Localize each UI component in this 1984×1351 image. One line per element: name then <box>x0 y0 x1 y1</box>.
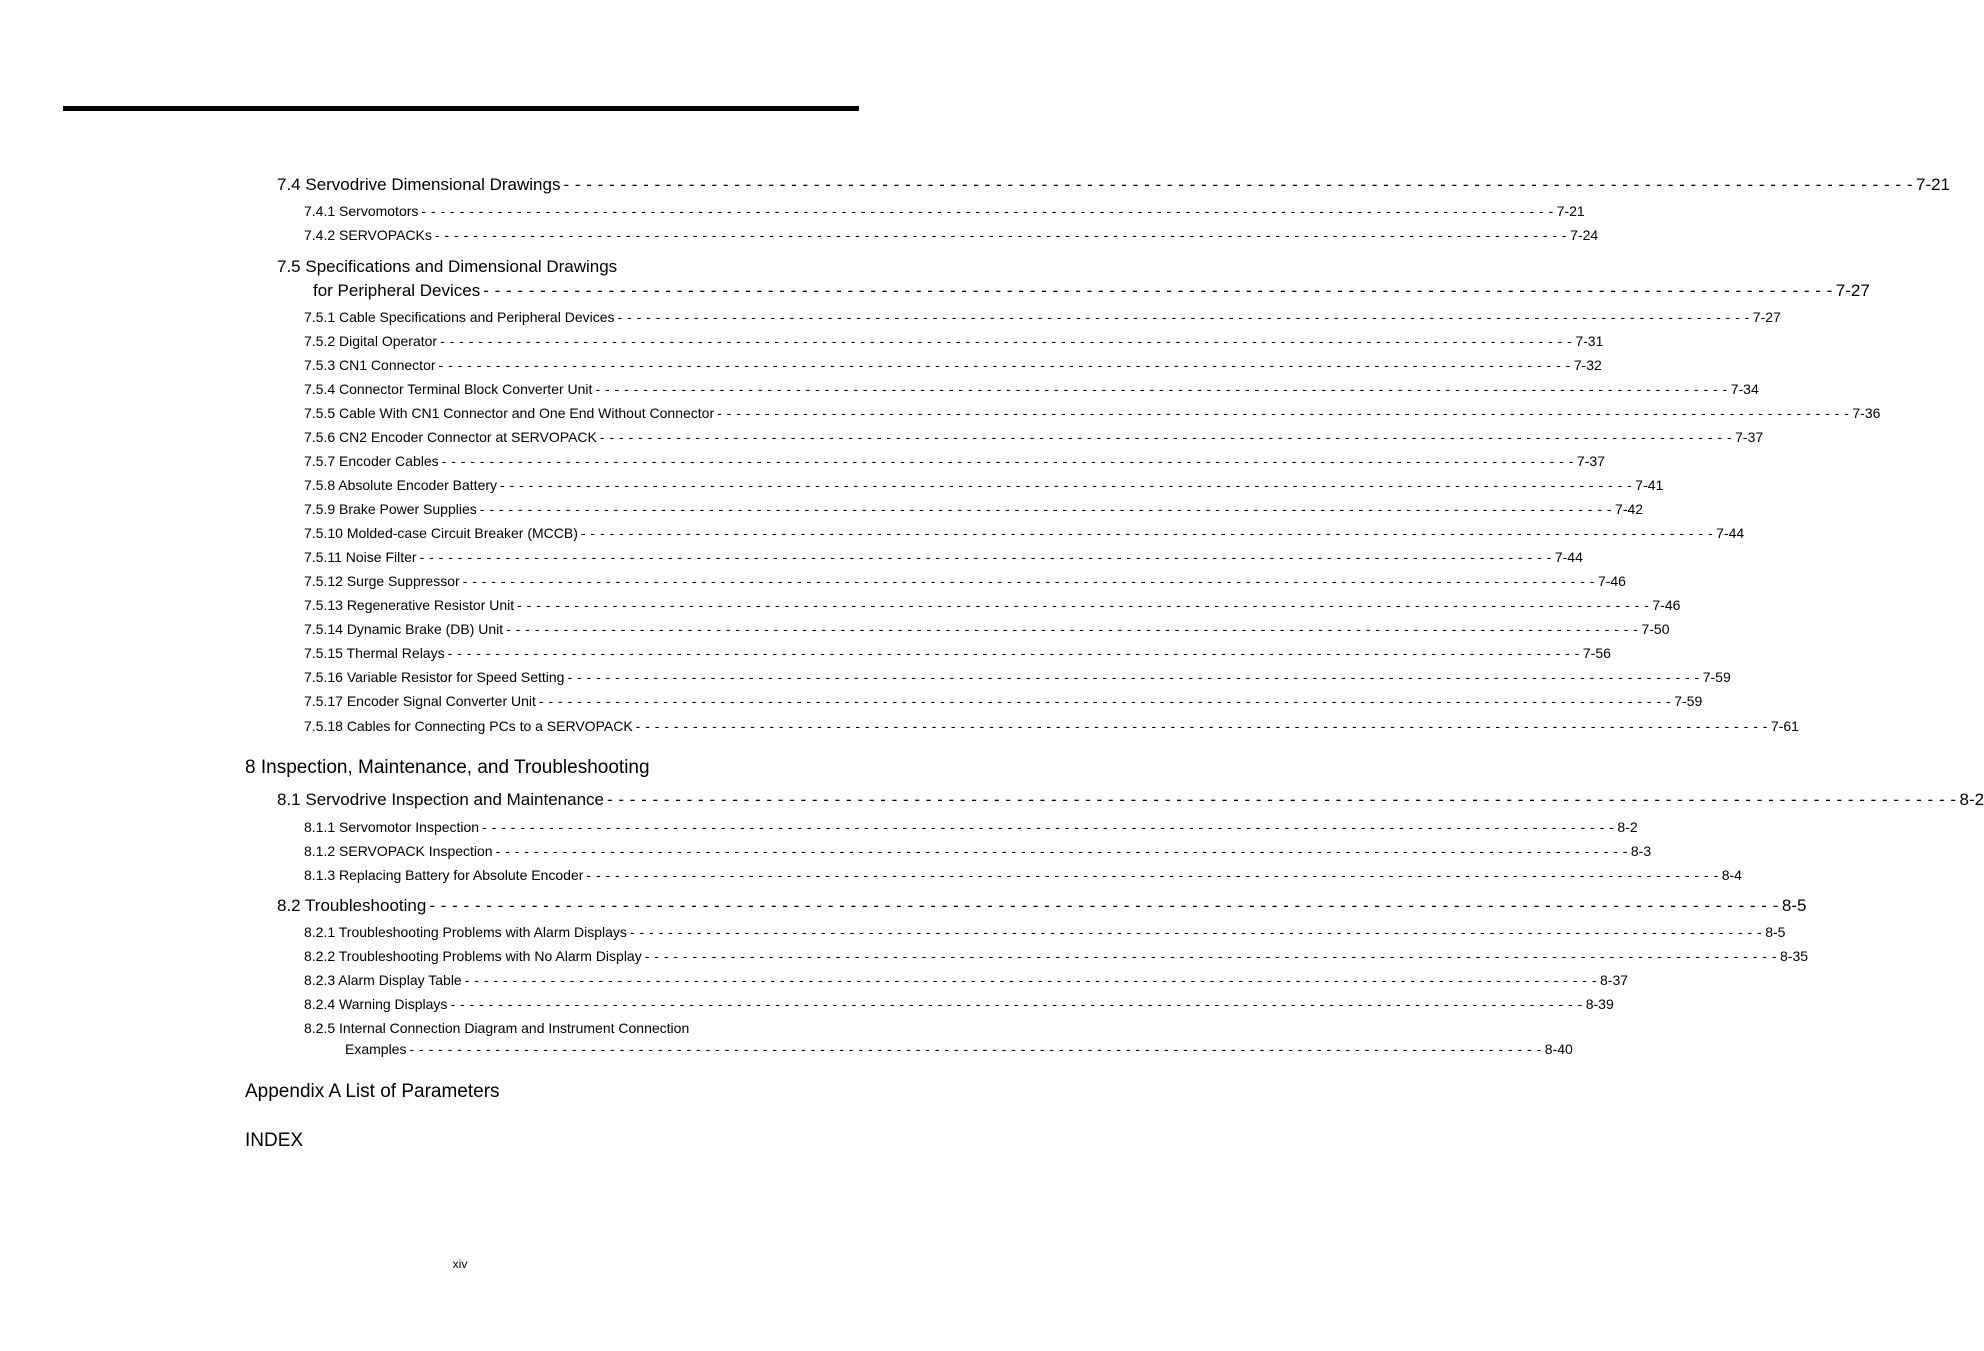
toc-page: 7-44 <box>1716 525 1745 541</box>
toc-label: 8.1.3 Replacing Battery for Absolute Encoder <box>304 867 584 883</box>
toc-label: 7.5.3 CN1 Connector <box>304 357 436 373</box>
toc-page: 7-21 <box>1915 175 1951 194</box>
toc-leader: - - - - - - - - - - - - - - - - - - - - - - - - - - - - - - - - - - - - - - - - - - - - - - - - - - - - - - - - - - - - - - - - - - - - - - - - - - - - - - - - - - - - - - - - - - - - - - - - - - - - - - - - - - - - - - - - - - - - - - - <box>495 843 1628 859</box>
toc-label: 7.4 Servodrive Dimensional Drawings <box>277 175 561 194</box>
toc-entry-7-5-title[interactable]: 7.5 Specifications and Dimensional Drawings <box>277 257 618 276</box>
toc-entry-7-5-3[interactable] <box>304 357 1602 373</box>
toc-page: 7-46 <box>1652 597 1681 613</box>
toc-label: 7.5.7 Encoder Cables <box>304 453 439 469</box>
toc-entry-7-5-14[interactable] <box>304 621 1670 637</box>
toc-page: 7-44 <box>1554 549 1583 565</box>
toc-leader: - - - - - - - - - - - - - - - - - - - - - - - - - - - - - - - - - - - - - - - - - - - - - - - - - - - - - - - - - - - - - - - - - - - - - - - - - - - - - - - - - - - - - - - - - - - - - - - - - - - - - - - - - - - - - - - - - - - - - - - <box>580 525 1714 541</box>
toc-entry-7-4-1[interactable] <box>304 203 1585 219</box>
toc-entry-8-2-2[interactable] <box>304 948 1809 964</box>
toc-label: 7.4.2 SERVOPACKs <box>304 227 432 243</box>
toc-label: Examples <box>345 1041 407 1057</box>
toc-entry-7-5-2[interactable] <box>304 333 1604 349</box>
toc-leader: - - - - - - - - - - - - - - - - - - - - - - - - - - - - - - - - - - - - - - - - - - - - - - - - - - - - - - - - - - - - - - - - - - - - - - - - - - - - - - - - - - - - - - - - - - - - - - - - - - - - - - - - - - - - - - - - - - - - - - - <box>482 819 1615 835</box>
toc-entry-7-5-6[interactable] <box>304 429 1764 445</box>
toc-entry-8-2-5[interactable] <box>345 1041 1573 1057</box>
toc-page: 8-3 <box>1630 843 1652 859</box>
toc-label: 7.5.10 Molded-case Circuit Breaker (MCCB) <box>304 525 578 541</box>
toc-entry-8-1-1[interactable] <box>304 819 1638 835</box>
toc-leader: - - - - - - - - - - - - - - - - - - - - - - - - - - - - - - - - - - - - - - - - - - - - - - - - - - - - - - - - - - - - - - - - - - - - - - - - - - - - - - - - - - - - - - - - - - - - - - - - - - - - - - - - - - - - - - - - - - - - - - - <box>479 501 1613 517</box>
toc-entry-7-5-4[interactable] <box>304 381 1759 397</box>
toc-leader: - - - - - - - - - - - - - - - - - - - - - - - - - - - - - - - - - - - - - - - - - - - - - - - - - - - - - - - - - - - - - - - - - - - - - - - - - - - - - - - - - - - - - - - - - - - - - - - - - - - - - - - - - - - - - - - - - - - - - - - <box>450 996 1583 1012</box>
toc-leader: - - - - - - - - - - - - - - - - - - - - - - - - - - - - - - - - - - - - - - - - - - - - - - - - - - - - - - - - - - - - - - - - - - - - - - - - - - - - - - - - - - - - - - - - - - - - - - - - - - - - - - - - - - - - - - - - - - - - - - - <box>538 693 1672 709</box>
toc-leader: - - - - - - - - - - - - - - - - - - - - - - - - - - - - - - - - - - - - - - - - - - - - - - - - - - - - - - - - - - - - - - - - - - - - - - - - - - - - - - - - - - - - - - - - - - - - - - - - - - - - - - - - - - - - - - - - - - - - - - - <box>500 477 1633 493</box>
toc-label: 7.5.9 Brake Power Supplies <box>304 501 477 517</box>
header-rule <box>63 106 859 111</box>
toc-label: 7.4.1 Servomotors <box>304 203 419 219</box>
toc-entry-8-1-2[interactable] <box>304 843 1652 859</box>
toc-leader: - - - - - - - - - - - - - - - - - - - - - - - - - - - - - - - - - - - - - - - - - - - - - - - - - - - - - - - - - - - - - - - - - - - - - - - - - - - - - - - - - - - - - - - - - - - - - - - - - - - - - - - - - - - - - - - - - - - - - - - <box>517 597 1650 613</box>
toc-page: 8-5 <box>1781 896 1807 915</box>
toc-leader: - - - - - - - - - - - - - - - - - - - - - - - - - - - - - - - - - - - - - - - - - - - - - - - - - - - - - - - - - - - - - - - - - - - - - - - - - - - - - - - - - - - - - - - - - - - - - - - - - - - - - - - - - - - - - - - - - - - - - - - <box>419 549 1552 565</box>
toc-leader: - - - - - - - - - - - - - - - - - - - - - - - - - - - - - - - - - - - - - - - - - - - - - - - - - - - - - - - - - - - - - - - - - - - - - - - - - - - - - - - - - - - - - - - - - - - - - - - - - - - - - - - - - - - - - - - - - - - - - - - <box>586 867 1719 883</box>
toc-entry-8-2-4[interactable] <box>304 996 1614 1012</box>
toc-entry-8-1[interactable] <box>277 790 1984 810</box>
toc-page: 7-56 <box>1582 645 1611 661</box>
toc-entry-8-1-3[interactable] <box>304 867 1742 883</box>
toc-label: 7.5.4 Connector Terminal Block Converter Unit <box>304 381 593 397</box>
toc-label: 8.1.1 Servomotor Inspection <box>304 819 480 835</box>
toc-entry-7-5-11[interactable] <box>304 549 1583 565</box>
toc-entry-7-5-1[interactable] <box>304 309 1781 325</box>
toc-label: 7.5.6 CN2 Encoder Connector at SERVOPACK <box>304 429 597 445</box>
toc-page: 7-59 <box>1702 669 1731 685</box>
toc-page: 8-35 <box>1780 948 1809 964</box>
toc-label: for Peripheral Devices <box>313 281 481 300</box>
toc-entry-7-5-7[interactable] <box>304 453 1605 469</box>
toc-leader: - - - - - - - - - - - - - - - - - - - - - - - - - - - - - - - - - - - - - - - - - - - - - - - - - - - - - - - - - - - - - - - - - - - - - - - - - - - - - - - - - - - - - - - - - - - - - - - - - - - - - - - - - - - - - - - - - - - - - - - <box>483 281 1833 300</box>
toc-page: 7-42 <box>1615 501 1644 517</box>
toc-leader: - - - - - - - - - - - - - - - - - - - - - - - - - - - - - - - - - - - - - - - - - - - - - - - - - - - - - - - - - - - - - - - - - - - - - - - - - - - - - - - - - - - - - - - - - - - - - - - - - - - - - - - - - - - - - - - - - - - - - - - <box>429 896 1779 915</box>
toc-appendix-a[interactable]: Appendix A List of Parameters <box>245 1081 500 1102</box>
toc-entry-7-5-13[interactable] <box>304 597 1681 613</box>
toc-entry-8-2[interactable] <box>277 896 1807 916</box>
toc-leader: - - - - - - - - - - - - - - - - - - - - - - - - - - - - - - - - - - - - - - - - - - - - - - - - - - - - - - - - - - - - - - - - - - - - - - - - - - - - - - - - - - - - - - - - - - - - - - - - - - - - - - - - - - - - - - - - - - - - - - - <box>447 645 1580 661</box>
toc-page: 7-37 <box>1735 429 1764 445</box>
toc-leader: - - - - - - - - - - - - - - - - - - - - - - - - - - - - - - - - - - - - - - - - - - - - - - - - - - - - - - - - - - - - - - - - - - - - - - - - - - - - - - - - - - - - - - - - - - - - - - - - - - - - - - - - - - - - - - - - - - - - - - - <box>629 924 1763 940</box>
toc-leader: - - - - - - - - - - - - - - - - - - - - - - - - - - - - - - - - - - - - - - - - - - - - - - - - - - - - - - - - - - - - - - - - - - - - - - - - - - - - - - - - - - - - - - - - - - - - - - - - - - - - - - - - - - - - - - - - - - - - - - - <box>440 333 1573 349</box>
toc-leader: - - - - - - - - - - - - - - - - - - - - - - - - - - - - - - - - - - - - - - - - - - - - - - - - - - - - - - - - - - - - - - - - - - - - - - - - - - - - - - - - - - - - - - - - - - - - - - - - - - - - - - - - - - - - - - - - - - - - - - - <box>563 175 1913 194</box>
toc-label: 7.5.14 Dynamic Brake (DB) Unit <box>304 621 504 637</box>
toc-entry-7-4[interactable] <box>277 175 1951 195</box>
toc-entry-8-2-3[interactable] <box>304 972 1629 988</box>
toc-label: 7.5.8 Absolute Encoder Battery <box>304 477 498 493</box>
toc-leader: - - - - - - - - - - - - - - - - - - - - - - - - - - - - - - - - - - - - - - - - - - - - - - - - - - - - - - - - - - - - - - - - - - - - - - - - - - - - - - - - - - - - - - - - - - - - - - - - - - - - - - - - - - - - - - - - - - - - - - - <box>441 453 1574 469</box>
toc-entry-7-5[interactable] <box>313 281 1870 301</box>
toc-leader: - - - - - - - - - - - - - - - - - - - - - - - - - - - - - - - - - - - - - - - - - - - - - - - - - - - - - - - - - - - - - - - - - - - - - - - - - - - - - - - - - - - - - - - - - - - - - - - - - - - - - - - - - - - - - - - - - - - - - - - <box>595 381 1728 397</box>
toc-label: 7.5.11 Noise Filter <box>304 549 417 565</box>
toc-label: 8.2.2 Troubleshooting Problems with No Alarm Display <box>304 948 642 964</box>
toc-leader: - - - - - - - - - - - - - - - - - - - - - - - - - - - - - - - - - - - - - - - - - - - - - - - - - - - - - - - - - - - - - - - - - - - - - - - - - - - - - - - - - - - - - - - - - - - - - - - - - - - - - - - - - - - - - - - - - - - - - - - <box>635 718 1768 734</box>
toc-entry-8-2-1[interactable] <box>304 924 1786 940</box>
toc-index[interactable]: INDEX <box>245 1130 304 1151</box>
toc-leader: - - - - - - - - - - - - - - - - - - - - - - - - - - - - - - - - - - - - - - - - - - - - - - - - - - - - - - - - - - - - - - - - - - - - - - - - - - - - - - - - - - - - - - - - - - - - - - - - - - - - - - - - - - - - - - - - - - - - - - - <box>506 621 1639 637</box>
toc-label: 8.2.4 Warning Displays <box>304 996 448 1012</box>
toc-leader: - - - - - - - - - - - - - - - - - - - - - - - - - - - - - - - - - - - - - - - - - - - - - - - - - - - - - - - - - - - - - - - - - - - - - - - - - - - - - - - - - - - - - - - - - - - - - - - - - - - - - - - - - - - - - - - - - - - - - - - <box>464 972 1597 988</box>
toc-leader: - - - - - - - - - - - - - - - - - - - - - - - - - - - - - - - - - - - - - - - - - - - - - - - - - - - - - - - - - - - - - - - - - - - - - - - - - - - - - - - - - - - - - - - - - - - - - - - - - - - - - - - - - - - - - - - - - - - - - - - <box>617 309 1750 325</box>
toc-leader: - - - - - - - - - - - - - - - - - - - - - - - - - - - - - - - - - - - - - - - - - - - - - - - - - - - - - - - - - - - - - - - - - - - - - - - - - - - - - - - - - - - - - - - - - - - - - - - - - - - - - - - - - - - - - - - - - - - - - - - <box>717 405 1850 421</box>
toc-leader: - - - - - - - - - - - - - - - - - - - - - - - - - - - - - - - - - - - - - - - - - - - - - - - - - - - - - - - - - - - - - - - - - - - - - - - - - - - - - - - - - - - - - - - - - - - - - - - - - - - - - - - - - - - - - - - - - - - - - - - <box>606 790 1957 809</box>
toc-leader: - - - - - - - - - - - - - - - - - - - - - - - - - - - - - - - - - - - - - - - - - - - - - - - - - - - - - - - - - - - - - - - - - - - - - - - - - - - - - - - - - - - - - - - - - - - - - - - - - - - - - - - - - - - - - - - - - - - - - - - <box>438 357 1571 373</box>
toc-page: 8-40 <box>1544 1041 1573 1057</box>
toc-page: 7-36 <box>1852 405 1881 421</box>
toc-page: 8-4 <box>1721 867 1742 883</box>
toc-entry-7-5-5[interactable] <box>304 405 1881 421</box>
toc-page: 8-2 <box>1959 790 1984 809</box>
toc-entry-7-5-16[interactable] <box>304 669 1731 685</box>
toc-entry-7-5-8[interactable] <box>304 477 1664 493</box>
toc-entry-7-4-2[interactable] <box>304 227 1599 243</box>
toc-label: 7.5.15 Thermal Relays <box>304 645 445 661</box>
toc-page: 7-27 <box>1835 281 1870 300</box>
toc-page: 7-34 <box>1730 381 1759 397</box>
toc-page: 8-2 <box>1617 819 1638 835</box>
toc-label: 8.1 Servodrive Inspection and Maintenance <box>277 790 604 809</box>
toc-page: 7-27 <box>1752 309 1781 325</box>
toc-leader: - - - - - - - - - - - - - - - - - - - - - - - - - - - - - - - - - - - - - - - - - - - - - - - - - - - - - - - - - - - - - - - - - - - - - - - - - - - - - - - - - - - - - - - - - - - - - - - - - - - - - - - - - - - - - - - - - - - - - - - <box>567 669 1700 685</box>
toc-label: 7.5.17 Encoder Signal Converter Unit <box>304 693 536 709</box>
toc-entry-7-5-12[interactable] <box>304 573 1626 589</box>
toc-entry-7-5-15[interactable] <box>304 645 1611 661</box>
toc-label: 8.1.2 SERVOPACK Inspection <box>304 843 493 859</box>
toc-page: 7-46 <box>1597 573 1626 589</box>
toc-page: 8-39 <box>1585 996 1614 1012</box>
toc-page: 7-50 <box>1641 621 1670 637</box>
toc-page: 7-61 <box>1770 718 1799 734</box>
toc-label: 7.5.13 Regenerative Resistor Unit <box>304 597 515 613</box>
toc-leader: - - - - - - - - - - - - - - - - - - - - - - - - - - - - - - - - - - - - - - - - - - - - - - - - - - - - - - - - - - - - - - - - - - - - - - - - - - - - - - - - - - - - - - - - - - - - - - - - - - - - - - - - - - - - - - - - - - - - - - - <box>409 1041 1542 1057</box>
toc-entry-7-5-9[interactable] <box>304 501 1644 517</box>
toc-label: 7.5.16 Variable Resistor for Speed Setting <box>304 669 565 685</box>
toc-leader: - - - - - - - - - - - - - - - - - - - - - - - - - - - - - - - - - - - - - - - - - - - - - - - - - - - - - - - - - - - - - - - - - - - - - - - - - - - - - - - - - - - - - - - - - - - - - - - - - - - - - - - - - - - - - - - - - - - - - - - <box>434 227 1568 243</box>
toc-page: 8-5 <box>1765 924 1786 940</box>
toc-page: 7-21 <box>1556 203 1585 219</box>
toc-leader: - - - - - - - - - - - - - - - - - - - - - - - - - - - - - - - - - - - - - - - - - - - - - - - - - - - - - - - - - - - - - - - - - - - - - - - - - - - - - - - - - - - - - - - - - - - - - - - - - - - - - - - - - - - - - - - - - - - - - - - <box>462 573 1595 589</box>
toc-label: 7.5.2 Digital Operator <box>304 333 438 349</box>
toc-label: 7.5.1 Cable Specifications and Peripheral Devices <box>304 309 615 325</box>
toc-page: 7-24 <box>1570 227 1599 243</box>
toc-page: 7-32 <box>1573 357 1602 373</box>
toc-page: 7-37 <box>1576 453 1605 469</box>
toc-leader: - - - - - - - - - - - - - - - - - - - - - - - - - - - - - - - - - - - - - - - - - - - - - - - - - - - - - - - - - - - - - - - - - - - - - - - - - - - - - - - - - - - - - - - - - - - - - - - - - - - - - - - - - - - - - - - - - - - - - - - <box>599 429 1733 445</box>
toc-page: 8-37 <box>1600 972 1629 988</box>
toc-entry-7-5-17[interactable] <box>304 693 1703 709</box>
toc-page: 7-59 <box>1674 693 1703 709</box>
toc-entry-7-5-18[interactable] <box>304 718 1799 734</box>
toc-chapter-8[interactable]: 8 Inspection, Maintenance, and Troubleshooting <box>245 757 650 778</box>
toc-label: 8.2.3 Alarm Display Table <box>304 972 462 988</box>
toc-page: 7-31 <box>1575 333 1604 349</box>
toc-page: 7-41 <box>1635 477 1664 493</box>
toc-entry-8-2-5-title[interactable]: 8.2.5 Internal Connection Diagram and Instrument Connection <box>304 1020 690 1036</box>
page-number: xiv <box>452 1257 468 1271</box>
toc-leader: - - - - - - - - - - - - - - - - - - - - - - - - - - - - - - - - - - - - - - - - - - - - - - - - - - - - - - - - - - - - - - - - - - - - - - - - - - - - - - - - - - - - - - - - - - - - - - - - - - - - - - - - - - - - - - - - - - - - - - - <box>421 203 1554 219</box>
toc-label: 7.5.18 Cables for Connecting PCs to a SERVOPACK <box>304 718 633 734</box>
toc-entry-7-5-10[interactable] <box>304 525 1745 541</box>
toc-label: 7.5.12 Surge Suppressor <box>304 573 460 589</box>
toc-leader: - - - - - - - - - - - - - - - - - - - - - - - - - - - - - - - - - - - - - - - - - - - - - - - - - - - - - - - - - - - - - - - - - - - - - - - - - - - - - - - - - - - - - - - - - - - - - - - - - - - - - - - - - - - - - - - - - - - - - - - <box>644 948 1777 964</box>
toc-label: 8.2 Troubleshooting <box>277 896 427 915</box>
toc-label: 8.2.1 Troubleshooting Problems with Alarm Displays <box>304 924 627 940</box>
toc-label: 7.5.5 Cable With CN1 Connector and One End Without Connector <box>304 405 715 421</box>
